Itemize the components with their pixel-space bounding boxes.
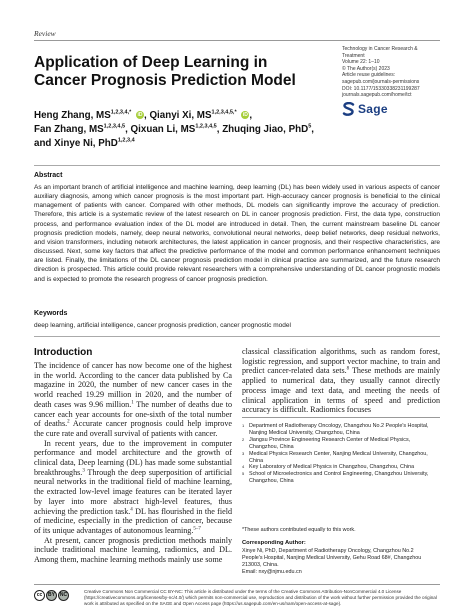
keywords-divider [34,336,440,337]
journal-info [342,46,452,99]
corresponding-author-heading: Corresponding Author: [242,540,306,546]
article-type-label: Review [34,29,56,38]
paragraph-text: DL has flourished in the field of medicine, especially in the prediction of cancer, because of its unique advantages of autonomous learning. [34,506,232,535]
paragraph: At present, cancer prognosis prediction methods mainly include traditional machine learning, radiomics, and DL. Among them, machine learning methods mainly use some [34,535,232,565]
corresponding-author-details [242,548,440,576]
cc-icon: cc [34,590,45,601]
sage-logo-icon [342,102,355,116]
journal-info-line[interactable]: DOI: 10.1177/15330338231199287 [342,85,420,92]
paragraph [34,361,232,439]
author-name[interactable]: and Xinye Ni, PhD [34,138,118,149]
license-divider [34,584,440,585]
citation-mark[interactable]: 1 [131,400,134,406]
author-affiliation-marks: 1,2,3,4,5,* [211,109,237,116]
introduction-left-column [34,361,232,565]
orcid-icon[interactable]: iD [242,112,248,119]
affiliation-text: Medical Physics Research Center, Nanjing Medical University, Changzhou, China [249,450,428,464]
corresponding-line: People's Hospital, Nanjing Medical University, Gehu Road 68#, Changzhou [242,555,422,561]
affiliation-item [242,464,440,471]
paragraph-text: Through the deep superposition of artificial neural networks in the traditional field of machine learning, the extracted low-level image features can be iterated layer by layer into more abstract high-level features, thus achieving the prediction task. [34,467,232,516]
author-affiliation-marks: 1,2,3,4,5 [103,123,126,130]
affiliation-item [242,437,440,451]
journal-info-line: Technology in Cancer Research & [342,46,418,52]
introduction-right-column [242,347,440,415]
citation-mark[interactable]: 4 [130,506,133,512]
affiliation-text: Key Laboratory of Medical Physics in Changzhou, Changzhou, China [249,464,415,471]
affiliation-number: 2 [242,436,245,442]
license-text: Creative Commons Non Commercial CC BY-NC: This article is distributed under the terms of the Creative Commons Attribution-NonCommercial 4.0 License (https://creativecommons.org/licenses/by-nc/4.0/) which permits non-commercial use, reproduction and distribution of the work without further permission provided the original work is attributed as specified on the SAGE and Open Access page (https://us.sagepub.com/en-us/nam/open-access-at-sage). [84,589,437,606]
affiliation-text: Department of Radiotherapy Oncology, Changzhou No.2 People's Hospital, Nanjing Medical University, Changzhou, China [249,423,429,436]
corresponding-line: Xinye Ni, PhD, Department of Radiotherapy Oncology, Changzhou No.2 [242,548,414,554]
journal-info-line: © The Author(s) 2023 [342,65,390,72]
equal-contribution-note: *These authors contributed equally to this work. [242,527,356,533]
citation-mark[interactable]: 8 [346,366,350,372]
author-name[interactable]: Qianyi Xi, MS [149,110,212,121]
cc-nc-icon: NC [58,590,69,601]
keywords-heading: Keywords [34,310,68,317]
author-name[interactable]: Fan Zhang, MS [34,124,104,135]
journal-info-line: Volume 22: 1–10 [342,59,380,66]
abstract-heading: Abstract [34,172,63,179]
author-name[interactable]: Zhuqing Jiao, PhD [222,124,309,135]
author-affiliation-marks: 1,2,3,4,5 [195,123,217,130]
paragraph-text: The number of deaths due to cancer each year accounts for one-sixth of the total number of deaths. [34,399,232,429]
author-affiliation-marks: 1,2,3,4,* [110,109,132,116]
author-affiliation-marks: 1,2,3,4 [117,137,135,144]
cc-by-icon: BY [46,590,57,601]
paragraph-text: Accurate cancer prognosis could help improve the cure rate and overall survival of patients with cancer. [34,419,232,438]
author-name[interactable]: Heng Zhang, MS [34,110,111,121]
abstract-text: As an important branch of artificial intelligence and machine learning, deep learning (DL) has been widely used in various aspects of cancer auxiliary diagnosis, among which cancer prognosis is the most important part. High-accuracy cancer prognosis is beneficial to the clinical management of patients with cancer. Compared with other methods, DL models can significantly improve the accuracy of prediction. Therefore, this article is a systematic review of the latest research on DL in cancer prognosis prediction. First, the data type, construction process, and performance evaluation index of the DL model are introduced in detail. Then, the current mainstream baseline DL cancer prognosis prediction models, namely, deep neural networks, convolutional neural networks, deep belief networks, deep residual networks, and vision transformers, including network architectures, the latest application in cancer prognosis, and their respective characteristics, are discussed. Next, some key factors that affect the predictive performance of the model and common performance enhancement techniques are listed. Finally, the limitations of the DL cancer prognosis prediction model in clinical practice are summarized, and the future research direction is prospected. This article could provide relevant researchers with a comprehensive understanding of DL cancer prognostic models and is expected to promote the research progress of cancer prognosis prediction. [34,184,440,283]
affiliation-number: 1 [242,423,245,428]
citation-mark[interactable]: 3 [82,468,85,474]
corresponding-line: 213003, China. [242,562,279,568]
author-affiliation-marks: 5 [308,123,312,130]
author-name[interactable]: Qixuan Li, MS [130,124,196,135]
introduction-heading: Introduction [34,347,93,358]
footnote-divider [242,417,440,418]
publisher-logo[interactable] [342,102,388,116]
affiliation-item [242,423,440,437]
affiliation-text: School of Microelectronics and Control Engineering, Changzhou University, Changzhou, China [249,471,429,485]
paragraph [34,439,232,536]
creative-commons-badge[interactable] [34,590,69,601]
affiliation-item [242,471,440,485]
affiliation-number: 3 [242,450,245,456]
journal-info-line: Treatment [342,52,365,59]
corresponding-email[interactable]: Email: nxy@njmu.edu.cn [242,569,302,575]
affiliation-item [242,451,440,465]
citation-mark[interactable]: 2 [67,419,70,425]
top-divider [34,40,440,41]
paragraph-text: In recent years, due to the improvement in computer performance and model architecture and the growth of clinical data, Deep learning (DL) has made some substantial breakthroughs. [34,438,232,477]
journal-info-line[interactable]: journals.sagepub.com/home/tct [342,92,412,99]
affiliation-list [242,423,440,485]
citation-mark[interactable]: 5–7 [193,526,201,532]
affiliation-number: 4 [242,464,245,470]
paragraph-text: classical classification algorithms, such as random forest, logistic regression, and support vector machine, to train and predict cancer-related data sets. [242,347,440,376]
author-list: Heng Zhang, $MS^{1,2,3,4,*}$ iD , Qianyi Xi, $MS^{1,2,3,4,5,*}$ iD , Fan Zhang, MS$^{1,2,3,4,5}$, Qixuan Li, MS$^{1,2,3,4,5}$, Zhuqing Jiao, PhD$^5$, and Xinye Ni, PhD$^{1,2,3,4}$ [34,109,314,149]
affiliation-text: Jiangsu Province Engineering Research Center of Medical Physics, Changzhou, China [249,436,411,450]
paragraph-text: The incidence of cancer has now become one of the highest in the world. According to the cancer data published by Ca magazine in 2020, the number of new cancer cases in the world reached 19.29 million in 2020, and the number of death cases was 9.96 million. [34,361,232,409]
journal-info-line[interactable]: sagepub.com/journals-permissions [342,78,420,85]
journal-info-line: Article reuse guidelines: [342,72,396,79]
article-title: Application of Deep Learning in Cancer Prognosis Prediction Model [34,54,296,89]
paragraph-text: These methods are mainly applied to numerical data, they usually cannot directly process image and text data, and meeting the needs of clinical application in terms of speed and prediction accuracy is difficult. Radiomics focuses [242,366,440,415]
keywords-text: deep learning, artificial intelligence, cancer prognosis prediction, cancer prognostic model [34,322,291,329]
affiliation-number: 5 [242,471,245,477]
abstract-divider [34,165,440,166]
orcid-icon[interactable]: iD [137,112,143,119]
publisher-name: Sage [358,102,388,116]
